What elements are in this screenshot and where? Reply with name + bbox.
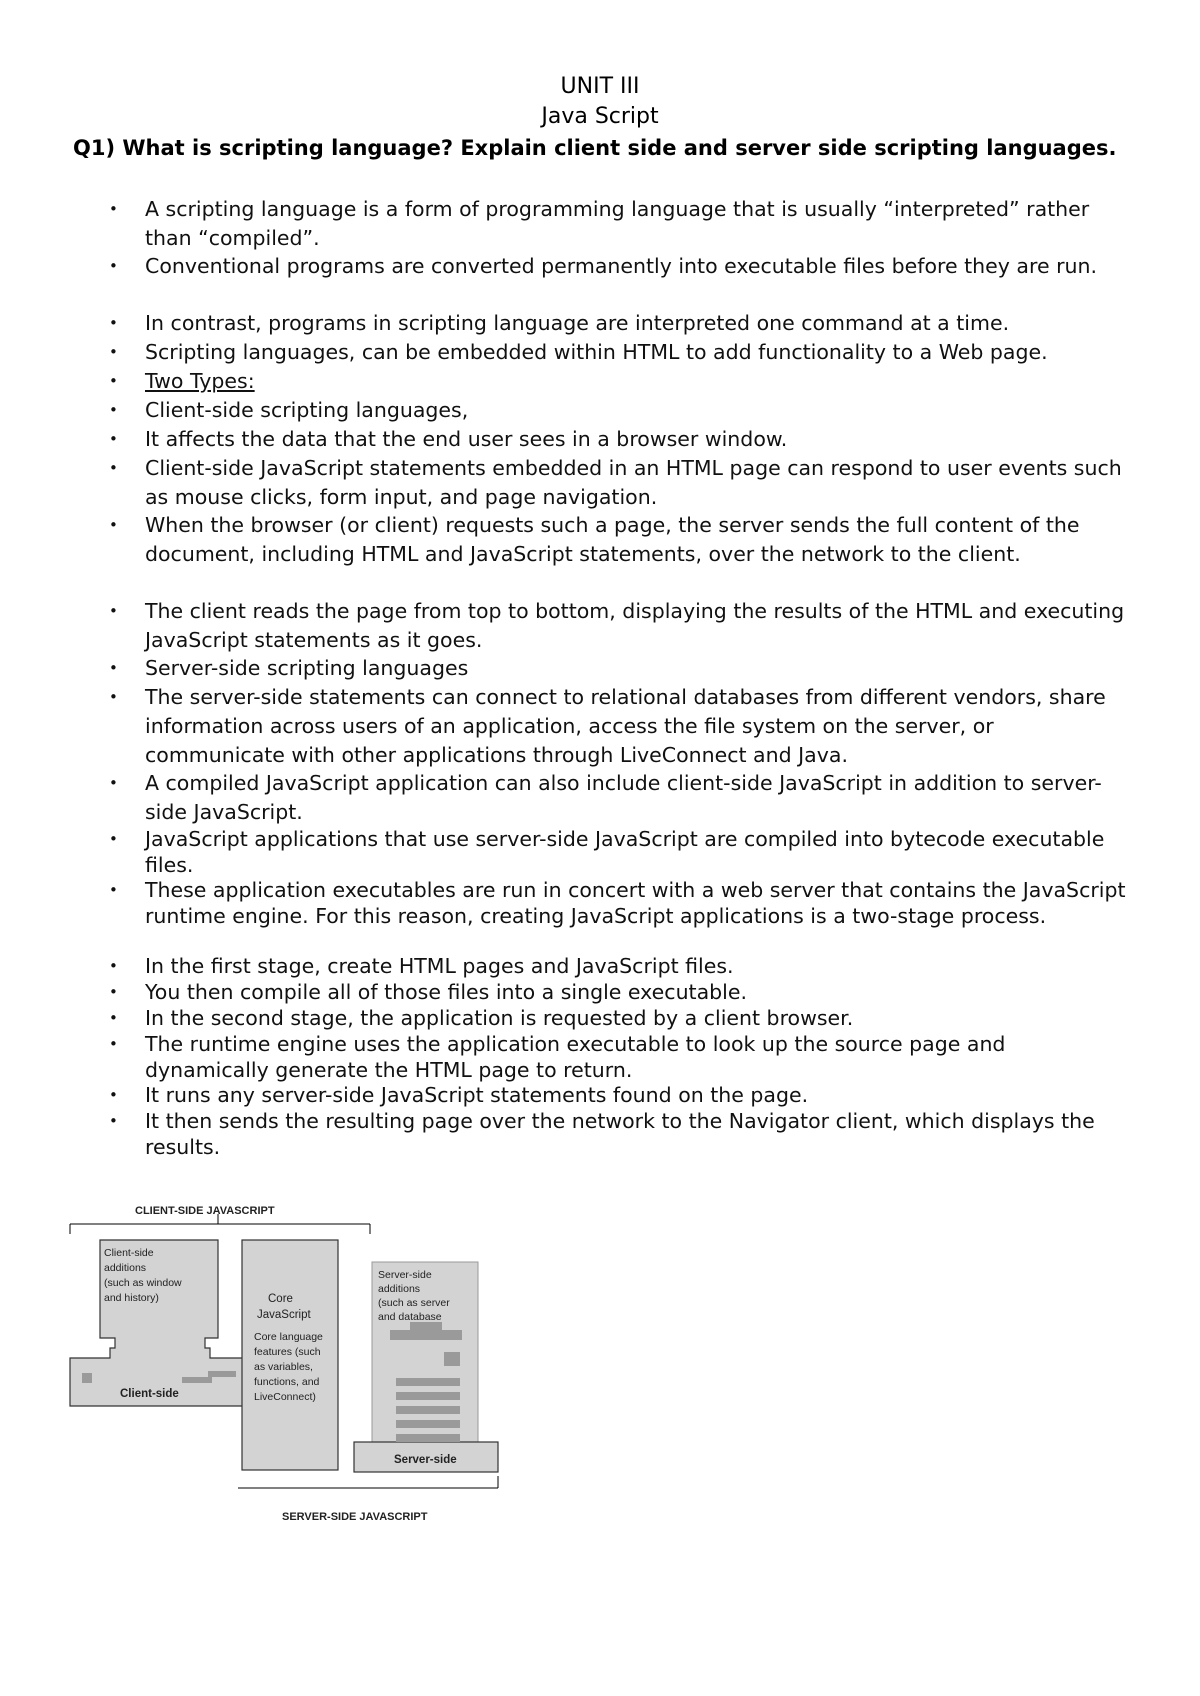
server-side-block [354,1262,498,1472]
list-item: • You then compile all of those files into a single executable. [145,979,1135,1005]
top-bracket [70,1214,370,1234]
server-side-label: Server-side [394,1454,457,1466]
list-item: • Server-side scripting languages [145,654,1135,683]
client-side-block [70,1240,260,1406]
unit-title: UNIT III [560,74,640,99]
list-item: • In the second stage, the application is requested by a client browser. [145,1005,1135,1031]
list-item: • It then sends the resulting page over the network to the Navigator client, which displays the results. [145,1108,1135,1160]
server-side-javascript-label: SERVER-SIDE JAVASCRIPT [282,1511,428,1523]
list-item: • When the browser (or client) requests such a page, the server sends the full content of the document, including HTML and JavaScript statements, over the network to the client. [145,511,1135,569]
subject-title: Java Script [541,104,659,129]
list-item: • Client-side JavaScript statements embedded in an HTML page can respond to user events such as mouse clicks, form input, and page navigation. [145,454,1135,512]
list-item: • Two Types: [145,367,1135,396]
client-side-javascript-label: CLIENT-SIDE JAVASCRIPT [135,1205,275,1217]
list-item: • Scripting languages, can be embedded within HTML to add functionality to a Web page. [145,338,1135,367]
list-item: • A scripting language is a form of programming language that is usually “interpreted” rather than “compiled”. [145,195,1135,253]
client-side-label: Client-side [120,1388,179,1400]
core-javascript-title: Core JavaScript [257,1293,311,1321]
list-item: • Conventional programs are converted permanently into executable files before they are run. [145,252,1135,281]
list-item: • The server-side statements can connect to relational databases from different vendors, share information across users of an application, access the file system on the server, or communicate with other applications through LiveConnect and Java. [145,683,1135,770]
list-item: • A compiled JavaScript application can also include client-side JavaScript in addition to server-side JavaScript. [145,769,1135,827]
list-item: • The runtime engine uses the application executable to look up the source page and dynamically generate the HTML page to return. [145,1031,1135,1083]
server-side-additions-text: Server-side additions (such as server and database [378,1269,450,1323]
list-item: • It affects the data that the end user sees in a browser window. [145,425,1135,454]
question-heading: Q1) What is scripting language? Explain client side and server side scripting languages. [73,136,1117,160]
client-side-additions-text: Client-side additions (such as window and history) [104,1247,182,1304]
list-item: • It runs any server-side JavaScript statements found on the page. [145,1082,1135,1108]
list-item: • These application executables are run in concert with a web server that contains the JavaScript runtime engine. For this reason, creating JavaScript applications is a two-stage process. [145,877,1135,929]
core-javascript-description: Core language features (such as variables, functions, and LiveConnect) [254,1331,323,1403]
list-item: • Client-side scripting languages, [145,396,1135,425]
list-item: • JavaScript applications that use server-side JavaScript are compiled into bytecode executable files. [145,826,1135,878]
list-item: • In the first stage, create HTML pages and JavaScript files. [145,953,1135,979]
list-item: • In contrast, programs in scripting language are interpreted one command at a time. [145,309,1135,338]
list-item: • The client reads the page from top to bottom, displaying the results of the HTML and executing JavaScript statements as it goes. [145,597,1135,655]
bottom-bracket [238,1476,498,1488]
javascript-architecture-diagram [70,1205,560,1590]
